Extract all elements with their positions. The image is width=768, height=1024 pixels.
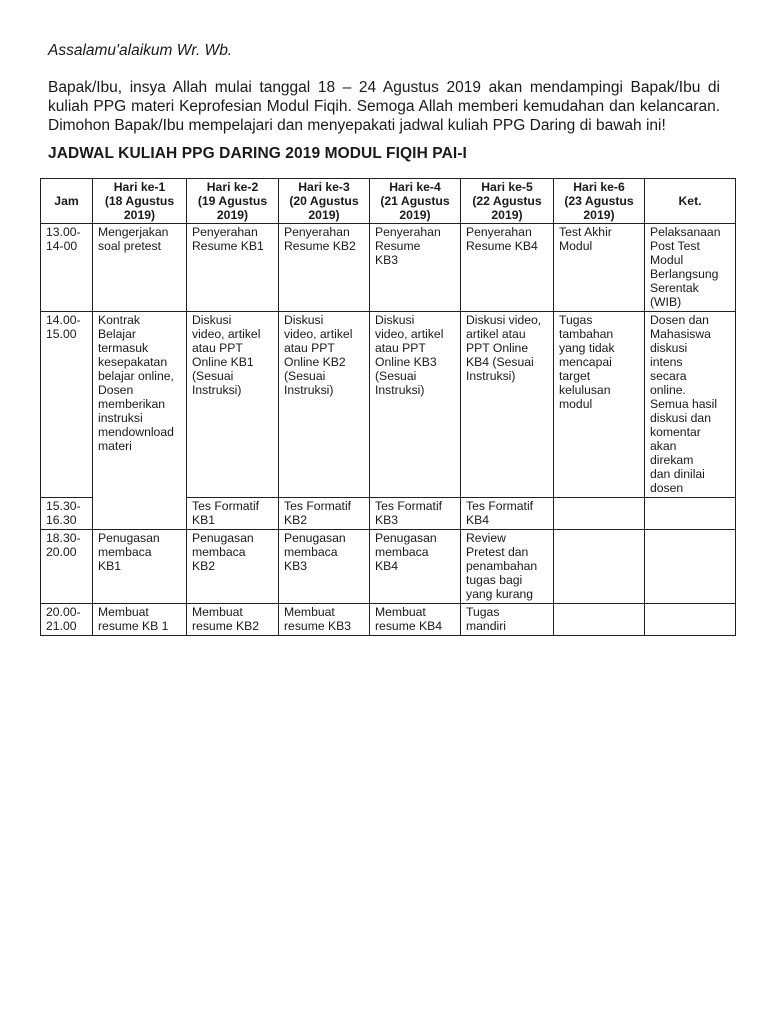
- cell-row2-ket: Dosen dan Mahasiswa diskusi intens secara online. Semua hasil diskusi dan komentar akan direkam dan dinilai dosen: [645, 312, 736, 498]
- schedule-table: [40, 178, 736, 636]
- cell-row2-day4: Diskusi video, artikel atau PPT Online KB3 (Sesuai Instruksi): [370, 312, 461, 498]
- cell-row3-day5: Tes Formatif KB4: [461, 498, 554, 530]
- cell-row4-day3: Penugasan membaca KB3: [279, 530, 370, 604]
- cell-row3-day6: [554, 498, 645, 530]
- header-day-3: Hari ke-3 (20 Agustus 2019): [279, 179, 370, 224]
- cell-row4-day1: Penugasan membaca KB1: [93, 530, 187, 604]
- cell-row5-day4: Membuat resume KB4: [370, 604, 461, 636]
- table-row: [41, 224, 736, 312]
- intro-paragraph: Bapak/Ibu, insya Allah mulai tanggal 18 – 24 Agustus 2019 akan mendampingi Bapak/Ibu di kuliah PPG materi Keprofesian Modul Fiqih. Semoga Allah memberi kemudahan dan kelancaran. Dimohon Bapak/Ibu mempelajari dan menyepakati jadwal kuliah PPG Daring di bawah ini!: [48, 79, 720, 134]
- cell-row3-day3: Tes Formatif KB2: [279, 498, 370, 530]
- header-ket: Ket.: [645, 179, 736, 224]
- cell-row3-ket: [645, 498, 736, 530]
- table-row: [41, 312, 736, 498]
- cell-row2-day6: Tugas tambahan yang tidak mencapai target kelulusan modul: [554, 312, 645, 498]
- table-header-row: [41, 179, 736, 224]
- table-row: [41, 604, 736, 636]
- schedule-title: JADWAL KULIAH PPG DARING 2019 MODUL FIQIH PAI-I: [48, 145, 467, 162]
- cell-row2-jam: 14.00- 15.00: [41, 312, 93, 498]
- cell-row2-day5: Diskusi video, artikel atau PPT Online KB4 (Sesuai Instruksi): [461, 312, 554, 498]
- header-day-4: Hari ke-4 (21 Agustus 2019): [370, 179, 461, 224]
- cell-row4-day6: [554, 530, 645, 604]
- header-day-2: Hari ke-2 (19 Agustus 2019): [187, 179, 279, 224]
- cell-row1-ket: Pelaksanaan Post Test Modul Berlangsung Serentak (WIB): [645, 224, 736, 312]
- cell-row4-day5: Review Pretest dan penambahan tugas bagi yang kurang: [461, 530, 554, 604]
- cell-row1-day2: Penyerahan Resume KB1: [187, 224, 279, 312]
- header-jam: Jam: [41, 179, 93, 224]
- cell-row5-day2: Membuat resume KB2: [187, 604, 279, 636]
- cell-row2-day3: Diskusi video, artikel atau PPT Online KB2 (Sesuai Instruksi): [279, 312, 370, 498]
- cell-row4-ket: [645, 530, 736, 604]
- cell-row1-day5: Penyerahan Resume KB4: [461, 224, 554, 312]
- cell-row4-day4: Penugasan membaca KB4: [370, 530, 461, 604]
- cell-row1-day1: Mengerjakan soal pretest: [93, 224, 187, 312]
- greeting: Assalamu'alaikum Wr. Wb.: [48, 42, 233, 59]
- cell-row5-ket: [645, 604, 736, 636]
- cell-row5-day5: Tugas mandiri: [461, 604, 554, 636]
- cell-row5-jam: 20.00- 21.00: [41, 604, 93, 636]
- cell-row4-jam: 18.30- 20.00: [41, 530, 93, 604]
- header-day-5: Hari ke-5 (22 Agustus 2019): [461, 179, 554, 224]
- cell-row5-day1: Membuat resume KB 1: [93, 604, 187, 636]
- cell-row4-day2: Penugasan membaca KB2: [187, 530, 279, 604]
- header-day-6: Hari ke-6 (23 Agustus 2019): [554, 179, 645, 224]
- cell-row5-day3: Membuat resume KB3: [279, 604, 370, 636]
- cell-row1-day4: Penyerahan Resume KB3: [370, 224, 461, 312]
- table-row: [41, 530, 736, 604]
- cell-row1-jam: 13.00- 14-00: [41, 224, 93, 312]
- cell-row2-day2: Diskusi video, artikel atau PPT Online KB1 (Sesuai Instruksi): [187, 312, 279, 498]
- cell-row3-jam: 15.30- 16.30: [41, 498, 93, 530]
- cell-row5-day6: [554, 604, 645, 636]
- cell-row1-day3: Penyerahan Resume KB2: [279, 224, 370, 312]
- cell-row2-day1: Kontrak Belajar termasuk kesepakatan belajar online, Dosen memberikan instruksi mendownload materi: [93, 312, 187, 530]
- cell-row3-day2: Tes Formatif KB1: [187, 498, 279, 530]
- cell-row3-day4: Tes Formatif KB3: [370, 498, 461, 530]
- header-day-1: Hari ke-1 (18 Agustus 2019): [93, 179, 187, 224]
- cell-row1-day6: Test Akhir Modul: [554, 224, 645, 312]
